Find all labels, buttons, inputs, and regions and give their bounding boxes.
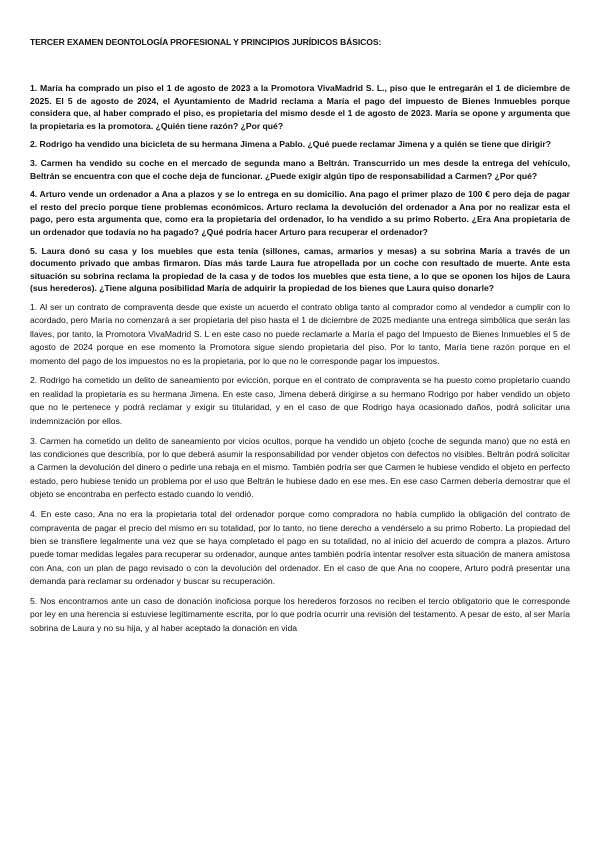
answers-section (30, 301, 570, 635)
question-1: 1. María ha comprado un piso el 1 de agosto de 2023 a la Promotora VivaMadrid S. L., piso que le entregarán el 1 de diciembre de 2025. El 5 de agosto de 2024, el Ayuntamiento de Madrid reclama a María el pago del impuesto de Bienes Inmuebles porque considera que, al haber comprado el piso, es propietaria del mismo desde el 1 de agosto de 2023. María se opone y argumenta que la propietaria es la promotora. ¿Quién tiene razón? ¿Por qué? (30, 83, 570, 131)
answer-5: 5. Nos encontramos ante un caso de donación inoficiosa porque los herederos forzosos no reciben el tercio obligatorio que le corresponde por ley en una herencia si estuviese legítimamente escrita, por lo que podría ocurrir una revisión del testamento. A pesar de esto, al ser María sobrina de Laura y no su hija, y al haber aceptado la donación en vida (30, 596, 570, 633)
question-5: 5. Laura donó su casa y los muebles que esta tenía (sillones, camas, armarios y mesas) a su sobrina María a través de un documento privado que ambas firmaron. Días más tarde Laura fue atropellada por un coche con resultado de muerte. Ante esta situación su sobrina reclama la propiedad de la casa y de todos los muebles que esta tiene, a lo que se oponen los hijos de Laura (sus herederos). ¿Tiene alguna posibilidad María de adquirir la propiedad de los bienes que Laura quiso donarle? (30, 245, 570, 294)
answer-2: 2. Rodrigo ha cometido un delito de saneamiento por evicción, porque en el contrato de compraventa se ha puesto como propietario cuando en realidad la propietaria es su hermana Jimena. En este caso, Jimena deberá dirigirse a su hermano Rodrigo por haber vendido un objeto que no le pertenece y podrá reclamar y exigir su titularidad, y en el caso de que Rodrigo haya ocasionado daños, podrá solicitar una indemnización por ellos. (30, 375, 570, 426)
question-4: 4. Arturo vende un ordenador a Ana a plazos y se lo entrega en su domicilio. Ana pago el primer plazo de 100 € pero deja de pagar el resto del precio porque tiene problemas económicos. Arturo reclama la devolución del ordenador a Ana por no realizar esta el pago, pero esta argumenta que, como era la propietaria del ordenador, lo ha vendido a su primo Roberto. ¿Era Ana propietaria de un ordenador que todavía no ha pagado? ¿Qué podría hacer Arturo para recuperar el ordenador? (30, 189, 570, 237)
document-page (30, 36, 570, 642)
question-3: 3. Carmen ha vendido su coche en el mercado de segunda mano a Beltrán. Transcurrido un mes desde la entrega del vehículo, Beltrán se encuentra con que el coche deja de funcionar. ¿Puede exigir algún tipo de responsabilidad a Carmen? ¿Por qué? (30, 157, 570, 181)
question-2: 2. Rodrigo ha vendido una bicicleta de su hermana Jimena a Pablo. ¿Qué puede reclamar Jimena y a quién se tiene que dirigir? (30, 139, 552, 150)
answer-4: 4. En este caso, Ana no era la propietaria total del ordenador porque como compradora no había cumplido la obligación del contrato de compraventa de pagar el precio del mismo en su totalidad, por lo tanto, no tiene derecho a vendérselo a su primo Roberto. La propiedad del bien se transfiere legalmente una vez que se haya completado el pago en su totalidad, no al inicio del acuerdo de compra a plazos. Arturo puede tomar medidas legales para recuperar su ordenador, aunque antes también podría intentar resolver esta situación de manera amistosa con Ana, con un plan de pago revisado o con la devolución del ordenador. En el caso de que Ana no coopere, Arturo podrá presentar una demanda para reclamar su ordenador y buscar su recuperación. (30, 509, 570, 587)
answer-1: 1. Al ser un contrato de compraventa desde que existe un acuerdo el contrato obliga tanto al comprador como al vendedor a cumplir con lo acordado, pero María no comenzará a ser propietaria del piso hasta el 1 de diciembre de 2025 mediante una entrega simbólica que serán las llaves, por tanto, la Promotora VivaMadrid S. L en este caso no puede reclamarle a María el pago del Impuesto de Bienes Inmuebles el 5 de agosto de 2024 porque en ese momento la Promotora sigue siendo propietaria del piso. Por lo tanto, María tiene razón porque en el momento del pago de los impuestos no es la propietaria, por lo que no le corresponde pagar los impuestos. (30, 301, 570, 366)
questions-section (30, 82, 570, 295)
answer-3: 3. Carmen ha cometido un delito de saneamiento por vicios ocultos, porque ha vendido un objeto (coche de segunda mano) que no está en las condiciones que describía, por lo que deberá asumir la responsabilidad por vender objetos con defectos no visibles. Beltrán podrá solicitar a Carmen la devolución del dinero o pedirle una rebaja en el mismo. También podría ser que Carmen le hubiese vendido el objeto en perfecto estado, pero hubiese tenido un problema por el uso que Beltrán le hubiese dado en ese mes. En ese caso Carmen debería demostrar que el objeto se encontraba en perfecto estado cuando lo vendió. (30, 435, 570, 500)
document-title: TERCER EXAMEN DEONTOLOGÍA PROFESIONAL Y PRINCIPIOS JURÍDICOS BÁSICOS: (30, 37, 382, 47)
